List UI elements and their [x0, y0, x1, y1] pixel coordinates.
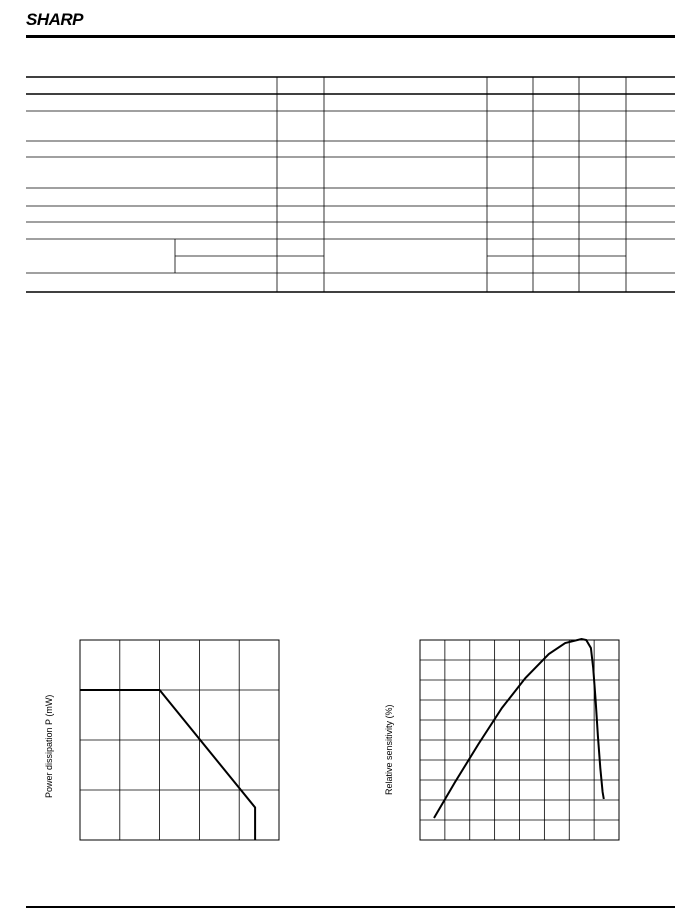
chart2-series-line [434, 639, 604, 818]
chart2-grid [420, 640, 619, 840]
relative-sensitivity-chart [420, 639, 619, 840]
chart2-ylabel: Relative sensitivity (%) [384, 704, 394, 795]
chart1-series-line [80, 690, 255, 840]
sharp-logo: SHARP [26, 10, 84, 29]
footer-rule [26, 906, 675, 908]
spec-table [26, 77, 675, 292]
chart1-grid [80, 640, 279, 840]
chart1-ylabel: Power dissipation P (mW) [44, 694, 54, 798]
power-dissipation-chart [80, 640, 279, 840]
